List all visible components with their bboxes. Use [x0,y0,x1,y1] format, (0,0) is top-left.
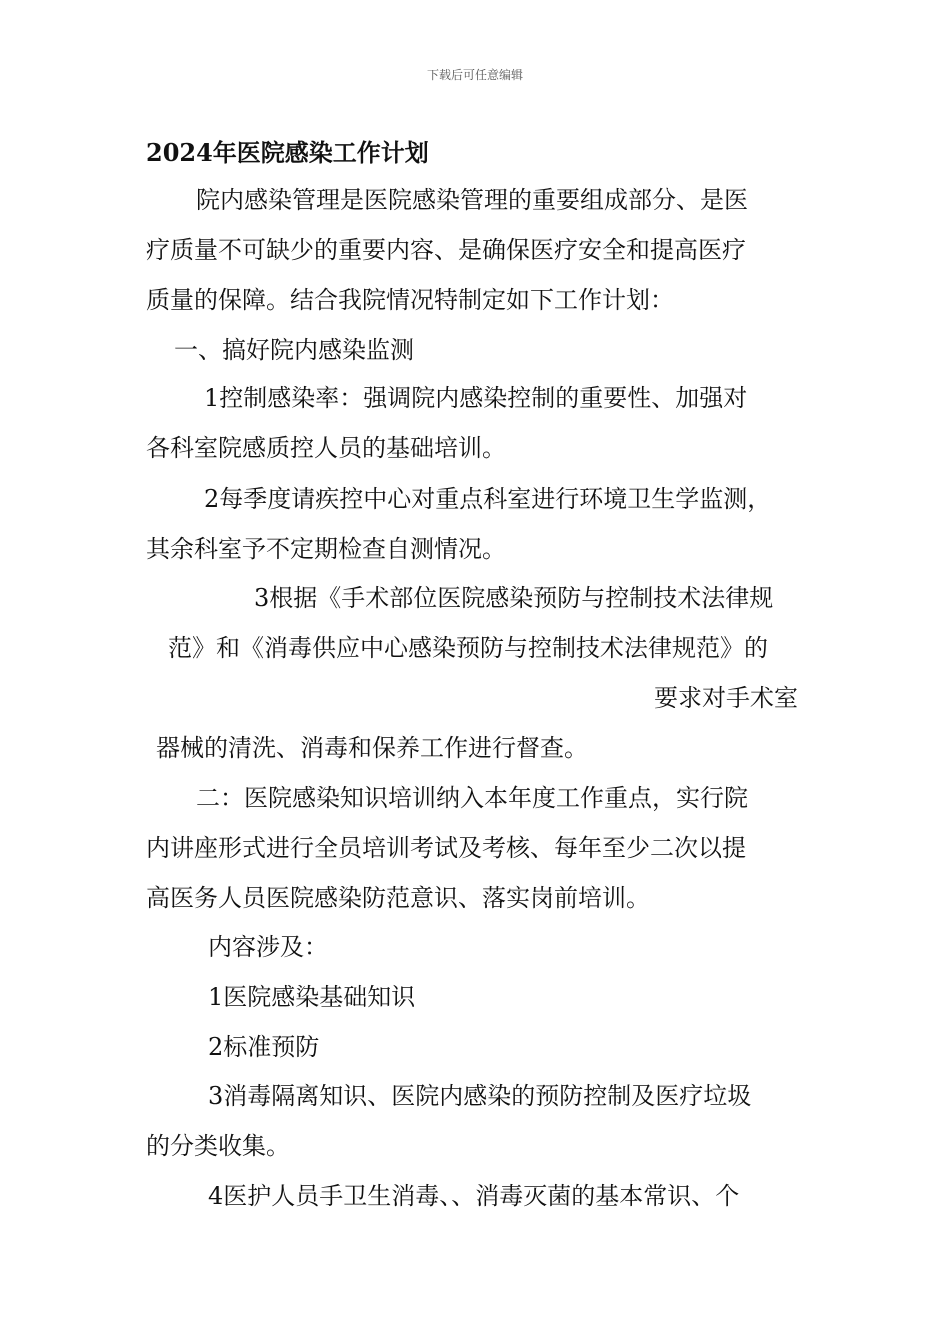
paragraph-line: 内讲座形式进行全员培训考试及考核、每年至少二次以提 [146,834,746,862]
list-item: 3消毒隔离知识、医院内感染的预防控制及医疗垃圾 [208,1082,752,1110]
header-note: 下载后可任意编辑 [426,68,523,82]
paragraph-line: 高医务人员医院感染防范意识、落实岗前培训。 [146,884,650,912]
paragraph-line: 各科室院感质控人员的基础培训。 [146,434,506,462]
paragraph-line: 院内感染管理是医院感染管理的重要组成部分、是医 [196,186,748,214]
paragraph-line: 内容涉及： [208,933,328,961]
paragraph-line: 范》和《消毒供应中心感染预防与控制技术法律规范》的 [168,634,768,662]
paragraph-line: 2每季度请疾控中心对重点科室进行环境卫生学监测， [204,485,772,513]
doc-title: 2024年医院感染工作计划 [146,138,429,167]
paragraph-line: 1控制感染率：强调院内感染控制的重要性、加强对 [204,384,748,412]
section-heading: 一、搞好院内感染监测 [174,336,414,364]
paragraph-line: 质量的保障。结合我院情况特制定如下工作计划： [146,286,674,314]
paragraph-line: 的分类收集。 [146,1132,290,1160]
list-item: 2标准预防 [208,1033,320,1061]
list-item: 1医院感染基础知识 [208,983,416,1011]
paragraph-line: 要求对手术室 [654,684,798,712]
paragraph-line: 器械的清洗、消毒和保养工作进行督查。 [156,734,588,762]
section-heading: 二：医院感染知识培训纳入本年度工作重点，实行院 [196,784,748,812]
list-item: 4医护人员手卫生消毒、、消毒灭菌的基本常识、个 [208,1182,740,1210]
paragraph-line: 其余科室予不定期检查自测情况。 [146,535,506,563]
paragraph-line: 3根据《手术部位医院感染预防与控制技术法律规 [254,584,774,612]
paragraph-line: 疗质量不可缺少的重要内容、是确保医疗安全和提高医疗 [146,236,746,264]
